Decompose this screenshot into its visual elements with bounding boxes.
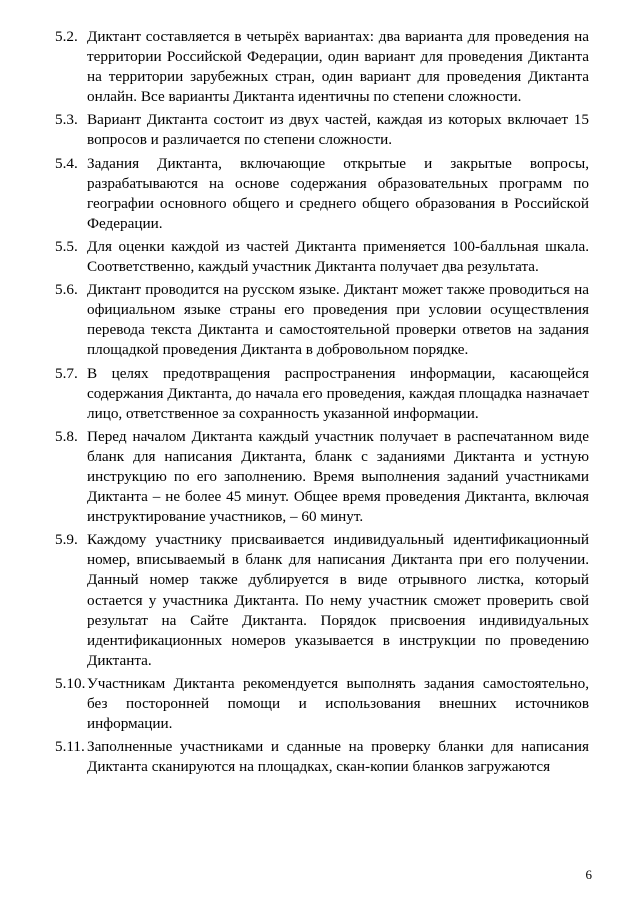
paragraph-number: 5.8. (55, 427, 78, 445)
page-number: 6 (585, 867, 592, 882)
paragraph-text: Заполненные участниками и сданные на проверку бланки для написания Диктанта сканируются на площадках, скан-копии бланков загружаются (87, 738, 589, 776)
paragraph-text: В целях предотвращения распространения информации, касающейся содержания Диктанта, до начала его проведения, каждая площадка назначает лицо, ответственное за сохранность указанной информации. (87, 364, 589, 422)
paragraph-5-11 (55, 737, 589, 777)
paragraph-number: 5.6. (55, 281, 78, 299)
paragraph-number: 5.10. (55, 674, 86, 692)
paragraph-5-10 (55, 674, 589, 734)
paragraph-5-8 (55, 427, 589, 527)
paragraph-number: 5.11. (55, 738, 85, 756)
paragraph-5-4 (55, 154, 589, 234)
paragraph-text: Вариант Диктанта состоит из двух частей, каждая из которых включает 15 вопросов и различается по степени сложности. (87, 111, 589, 149)
paragraph-text: Перед началом Диктанта каждый участник получает в распечатанном виде бланк для написания Диктанта, бланк с заданиями Диктанта и устную инструкцию по его заполнению. Время выполнения заданий участниками Диктанта – не более 45 минут. Общее время проведения Диктанта, включая инструктирование участников, – 60 минут. (87, 427, 589, 526)
paragraph-text: Диктант составляется в четырёх вариантах: два варианта для проведения на территории Российской Федерации, один вариант для проведения Диктанта на территории зарубежных стран, один вариант для проведения Диктанта онлайн. Все варианты Диктанта идентичны по степени сложности. (87, 28, 589, 106)
paragraph-5-2 (55, 27, 589, 107)
paragraph-number: 5.2. (55, 28, 78, 45)
paragraph-number: 5.3. (55, 111, 78, 129)
paragraph-5-9 (55, 530, 589, 671)
paragraph-5-6 (55, 280, 589, 360)
numbered-paragraph-list (55, 27, 589, 780)
paragraph-number: 5.5. (55, 237, 78, 255)
paragraph-text: Каждому участнику присваивается индивидуальный идентификационный номер, вписываемый в бланк для написания Диктанта при его получении. Данный номер также дублируется в виде отрывного листка, который остается у участника Диктанта. По нему участник сможет проверить свой результат на Сайте Диктанта. Порядок присвоения индивидуальных идентификационных номеров указывается в инструкции по проведению Диктанта. (87, 531, 589, 669)
paragraph-number: 5.4. (55, 154, 78, 172)
paragraph-5-3 (55, 110, 589, 150)
paragraph-number: 5.9. (55, 531, 78, 549)
paragraph-text: Участникам Диктанта рекомендуется выполнять задания самостоятельно, без посторонней помощи и использования внешних источников информации. (87, 674, 589, 733)
paragraph-5-5 (55, 237, 589, 277)
paragraph-text: Диктант проводится на русском языке. Диктант может также проводиться на официальном языке страны его проведения при условии осуществления перевода текста Диктанта и самостоятельной проверки ответов на задания площадкой проведения Диктанта в добровольном порядке. (87, 281, 589, 359)
paragraph-number: 5.7. (55, 364, 78, 382)
paragraph-text: Для оценки каждой из частей Диктанта применяется 100-балльная шкала. Соответственно, каждый участник Диктанта получает два результата. (87, 237, 589, 276)
paragraph-text: Задания Диктанта, включающие открытые и закрытые вопросы, разрабатываются на основе содержания образовательных программ по географии основного общего и среднего общего образования в Российской Федерации. (87, 154, 589, 232)
paragraph-5-7 (55, 364, 589, 424)
